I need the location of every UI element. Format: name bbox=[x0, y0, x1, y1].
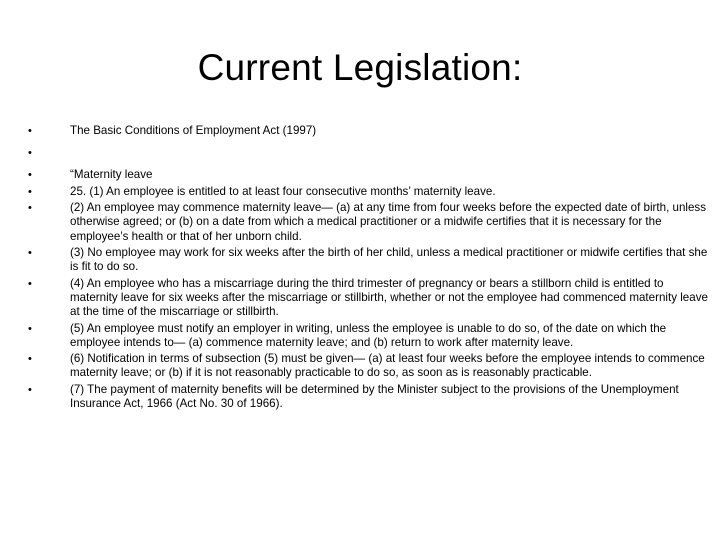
bullet-icon: • bbox=[28, 277, 32, 290]
bullet-text: (5) An employee must notify an employer in writing, unless the employee is unable to do so, of the date on which the employee intends to— (a) commence maternity leave; and (b) return to work after maternity leave. bbox=[70, 321, 667, 349]
bullet-item-empty bbox=[28, 146, 708, 160]
bullet-text: (4) An employee who has a miscarriage during the third trimester of pregnancy or bears a stillborn child is entitled to maternity leave for six weeks after the miscarriage or stillbirth, whether or not the employee had commenced maternity leave at the time of the miscarriage or stillbirth. bbox=[70, 276, 708, 319]
bullet-item-section-5 bbox=[28, 322, 708, 350]
bullet-item-section-1 bbox=[28, 185, 708, 199]
bullet-list bbox=[28, 124, 708, 414]
bullet-item-section-6 bbox=[28, 352, 708, 380]
bullet-item-section-7 bbox=[28, 383, 708, 411]
bullet-icon: • bbox=[28, 322, 32, 335]
bullet-item-section-2 bbox=[28, 201, 708, 243]
bullet-icon: • bbox=[28, 353, 32, 366]
bullet-text: 25. (1) An employee is entitled to at least four consecutive months’ maternity leave. bbox=[70, 184, 496, 198]
bullet-icon: • bbox=[28, 384, 32, 396]
bullet-icon: • bbox=[28, 169, 32, 182]
bullet-item-heading bbox=[28, 168, 708, 182]
bullet-icon: • bbox=[28, 247, 32, 260]
bullet-item-section-3 bbox=[28, 246, 708, 274]
bullet-text: (2) An employee may commence maternity leave— (a) at any time from four weeks before the expected date of birth, unless otherwise agreed; or (b) on a date from which a medical practitioner or a midwife certifies that it is necessary for the employee’s health or that of her unborn child. bbox=[70, 201, 707, 243]
slide-title: Current Legislation: bbox=[197, 47, 523, 88]
bullet-icon: • bbox=[28, 125, 32, 137]
bullet-text: (7) The payment of maternity benefits will be determined by the Minister subject to the provisions of the Unemployment Insurance Act, 1966 (Act No. 30 of 1966). bbox=[70, 383, 679, 411]
bullet-icon: • bbox=[28, 202, 32, 215]
bullet-item-act-title bbox=[28, 124, 708, 138]
bullet-text: (6) Notification in terms of subsection (5) must be given— (a) at least four weeks before the employee intends to commence maternity leave; or (b) if it is not reasonably practicable to do so, as soon as is reasonably practicable. bbox=[70, 352, 705, 380]
bullet-item-section-4 bbox=[28, 277, 708, 319]
bullet-text: “Maternity leave bbox=[70, 168, 153, 182]
bullet-icon: • bbox=[28, 147, 32, 160]
bullet-text: (3) No employee may work for six weeks after the birth of her child, unless a medical practitioner or midwife certifies that she is fit to do so. bbox=[70, 246, 708, 274]
bullet-icon: • bbox=[28, 185, 32, 198]
bullet-text: The Basic Conditions of Employment Act (1997) bbox=[70, 124, 317, 137]
